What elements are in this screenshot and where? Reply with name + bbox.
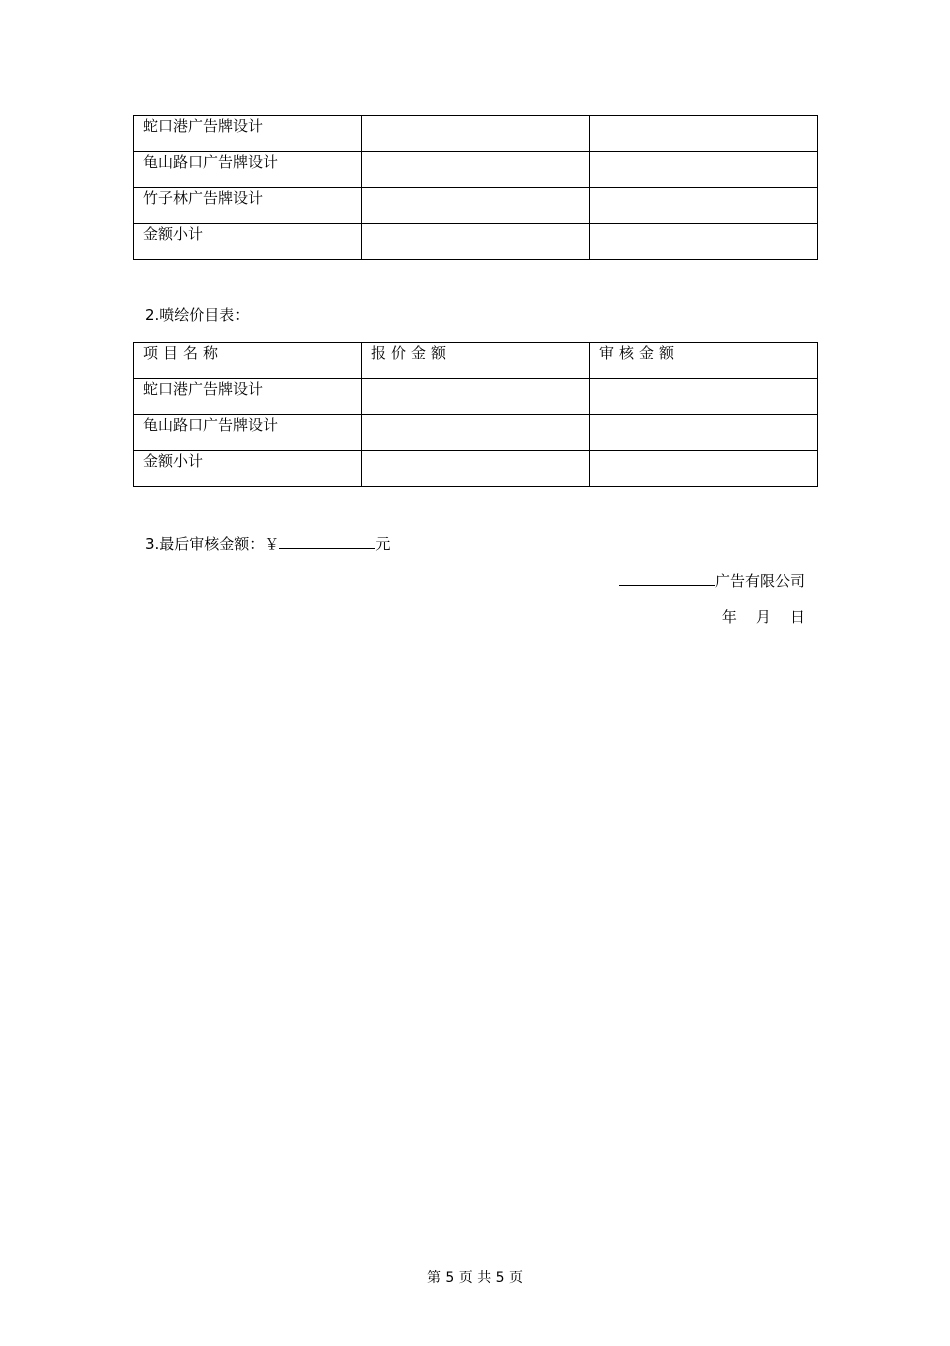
section-heading-spray-paint: 2.喷绘价目表： [145,306,250,324]
table-cell [362,188,590,224]
table-row [134,379,818,415]
table-cell [362,451,590,487]
table-row [134,188,818,224]
spray-paint-price-table [133,342,818,487]
table-cell: 龟山路口广告牌设计 [134,415,362,451]
table-cell [590,451,818,487]
table-cell [590,379,818,415]
column-header-audited-amount: 审核金额 [590,343,818,379]
table-row [134,415,818,451]
column-header-item-name: 项目名称 [134,343,362,379]
table-header-row [134,343,818,379]
final-amount-label: 3.最后审核金额：￥ [145,535,280,553]
table-cell [590,415,818,451]
final-audit-amount-line [145,532,390,554]
table-cell [590,224,818,260]
company-name-blank [619,569,715,586]
company-suffix: 广告有限公司 [714,572,805,590]
signature-date: 年 月 日 [721,608,805,626]
table-row [134,152,818,188]
table-cell: 金额小计 [134,224,362,260]
table-cell [362,224,590,260]
table-row [134,451,818,487]
table-cell [590,152,818,188]
table-cell: 竹子林广告牌设计 [134,188,362,224]
column-header-quoted-amount: 报价金额 [362,343,590,379]
table-cell [590,116,818,152]
company-signature-line [619,569,805,591]
design-fee-table-continued [133,115,818,260]
table-row [134,224,818,260]
amount-blank [279,532,375,549]
table-cell: 蛇口港广告牌设计 [134,116,362,152]
table-row [134,116,818,152]
table-cell: 龟山路口广告牌设计 [134,152,362,188]
table-cell: 金额小计 [134,451,362,487]
page-number-footer: 第 5 页 共 5 页 [426,1270,524,1286]
table-cell: 蛇口港广告牌设计 [134,379,362,415]
table-cell [590,188,818,224]
currency-unit: 元 [375,535,391,553]
table-cell [362,415,590,451]
table-cell [362,152,590,188]
table-cell [362,116,590,152]
table-cell [362,379,590,415]
